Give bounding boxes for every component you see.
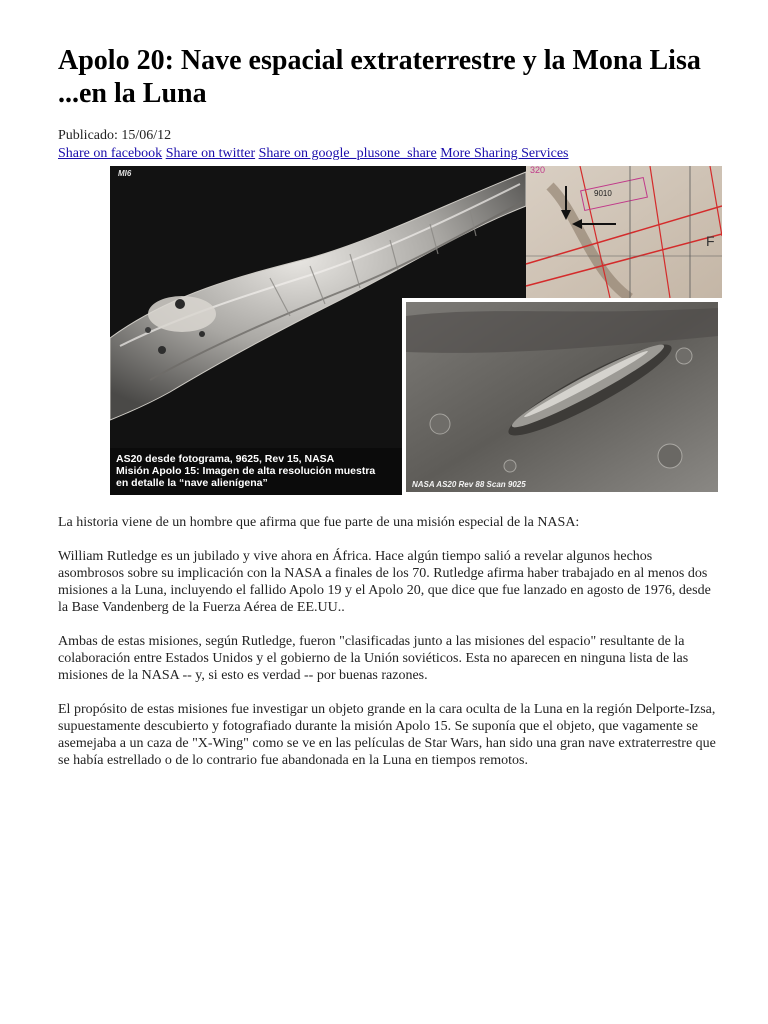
paragraph-purpose: El propósito de estas misiones fue investigar un objeto grande en la cara oculta de la Luna en la región Delporte-Izsa, supuestamente descubierto y fotografiado durante la misión Apolo 15. Se suponía que el objeto, que vagamente se asemejaba a un caza de "X-Wing" como se ve en las películas de Star Wars, han sido una gran nave extraterrestre que se había estrellado o de lo contrario fue abandonada en la Luna en tiempos remotos. [58, 702, 716, 768]
map-label-9010: 9010 [594, 189, 612, 198]
share-bar [58, 145, 569, 162]
article-figure [110, 166, 722, 495]
article-title: Apolo 20: Nave espacial extraterrestre y la Mona Lisa ...en la Luna [58, 45, 701, 109]
map-label-320: 320 [530, 166, 546, 175]
caption-line-3: en detalle la “nave alienígena” [116, 477, 268, 489]
paragraph-rutledge: William Rutledge es un jubilado y vive ahora en África. Hace algún tiempo salió a revelar algunos hechos asombrosos sobre su implicación con la NASA a finales de los 70. Rutledge afirma haber trabajado en al menos dos misiones a la Luna, incluyendo el fallido Apolo 19 y el Apolo 20, que dice que fue lanzado en agosto de 1976, desde la Base Vandenberg de la Fuerza Aérea de EE.UU.. [58, 549, 711, 615]
share-google-plusone-link[interactable]: Share on google_plusone_share [258, 146, 437, 161]
caption-line-1: AS20 desde fotograma, 9625, Rev 15, NASA [116, 453, 335, 465]
inset-photo [402, 298, 722, 495]
paragraph-missions: Ambas de estas misiones, según Rutledge, fueron "clasificadas junto a las misiones del espacio" resultante de la colaboración entre Estados Unidos y el gobierno de la Unión soviéticos. Esta no aparecen en ninguna lista de las misiones de la NASA -- y, si esto es verdad -- por buenas razones. [58, 634, 689, 683]
more-sharing-services-link[interactable]: More Sharing Services [440, 146, 569, 161]
article-body [58, 514, 720, 786]
lunar-photo-collage [110, 166, 722, 495]
paragraph-intro: La historia viene de un hombre que afirma que fue parte de una misión especial de la NASA: [58, 515, 580, 530]
corner-label: MI6 [118, 169, 132, 178]
published-date: Publicado: 15/06/12 [58, 128, 172, 143]
inset-caption: NASA AS20 Rev 88 Scan 9025 [412, 480, 526, 489]
share-facebook-link[interactable]: Share on facebook [58, 146, 163, 161]
caption-line-2: Misión Apolo 15: Imagen de alta resolución muestra [116, 465, 376, 477]
map-label-f: F [706, 233, 715, 249]
map-panel [526, 166, 722, 298]
share-twitter-link[interactable]: Share on twitter [165, 146, 256, 161]
